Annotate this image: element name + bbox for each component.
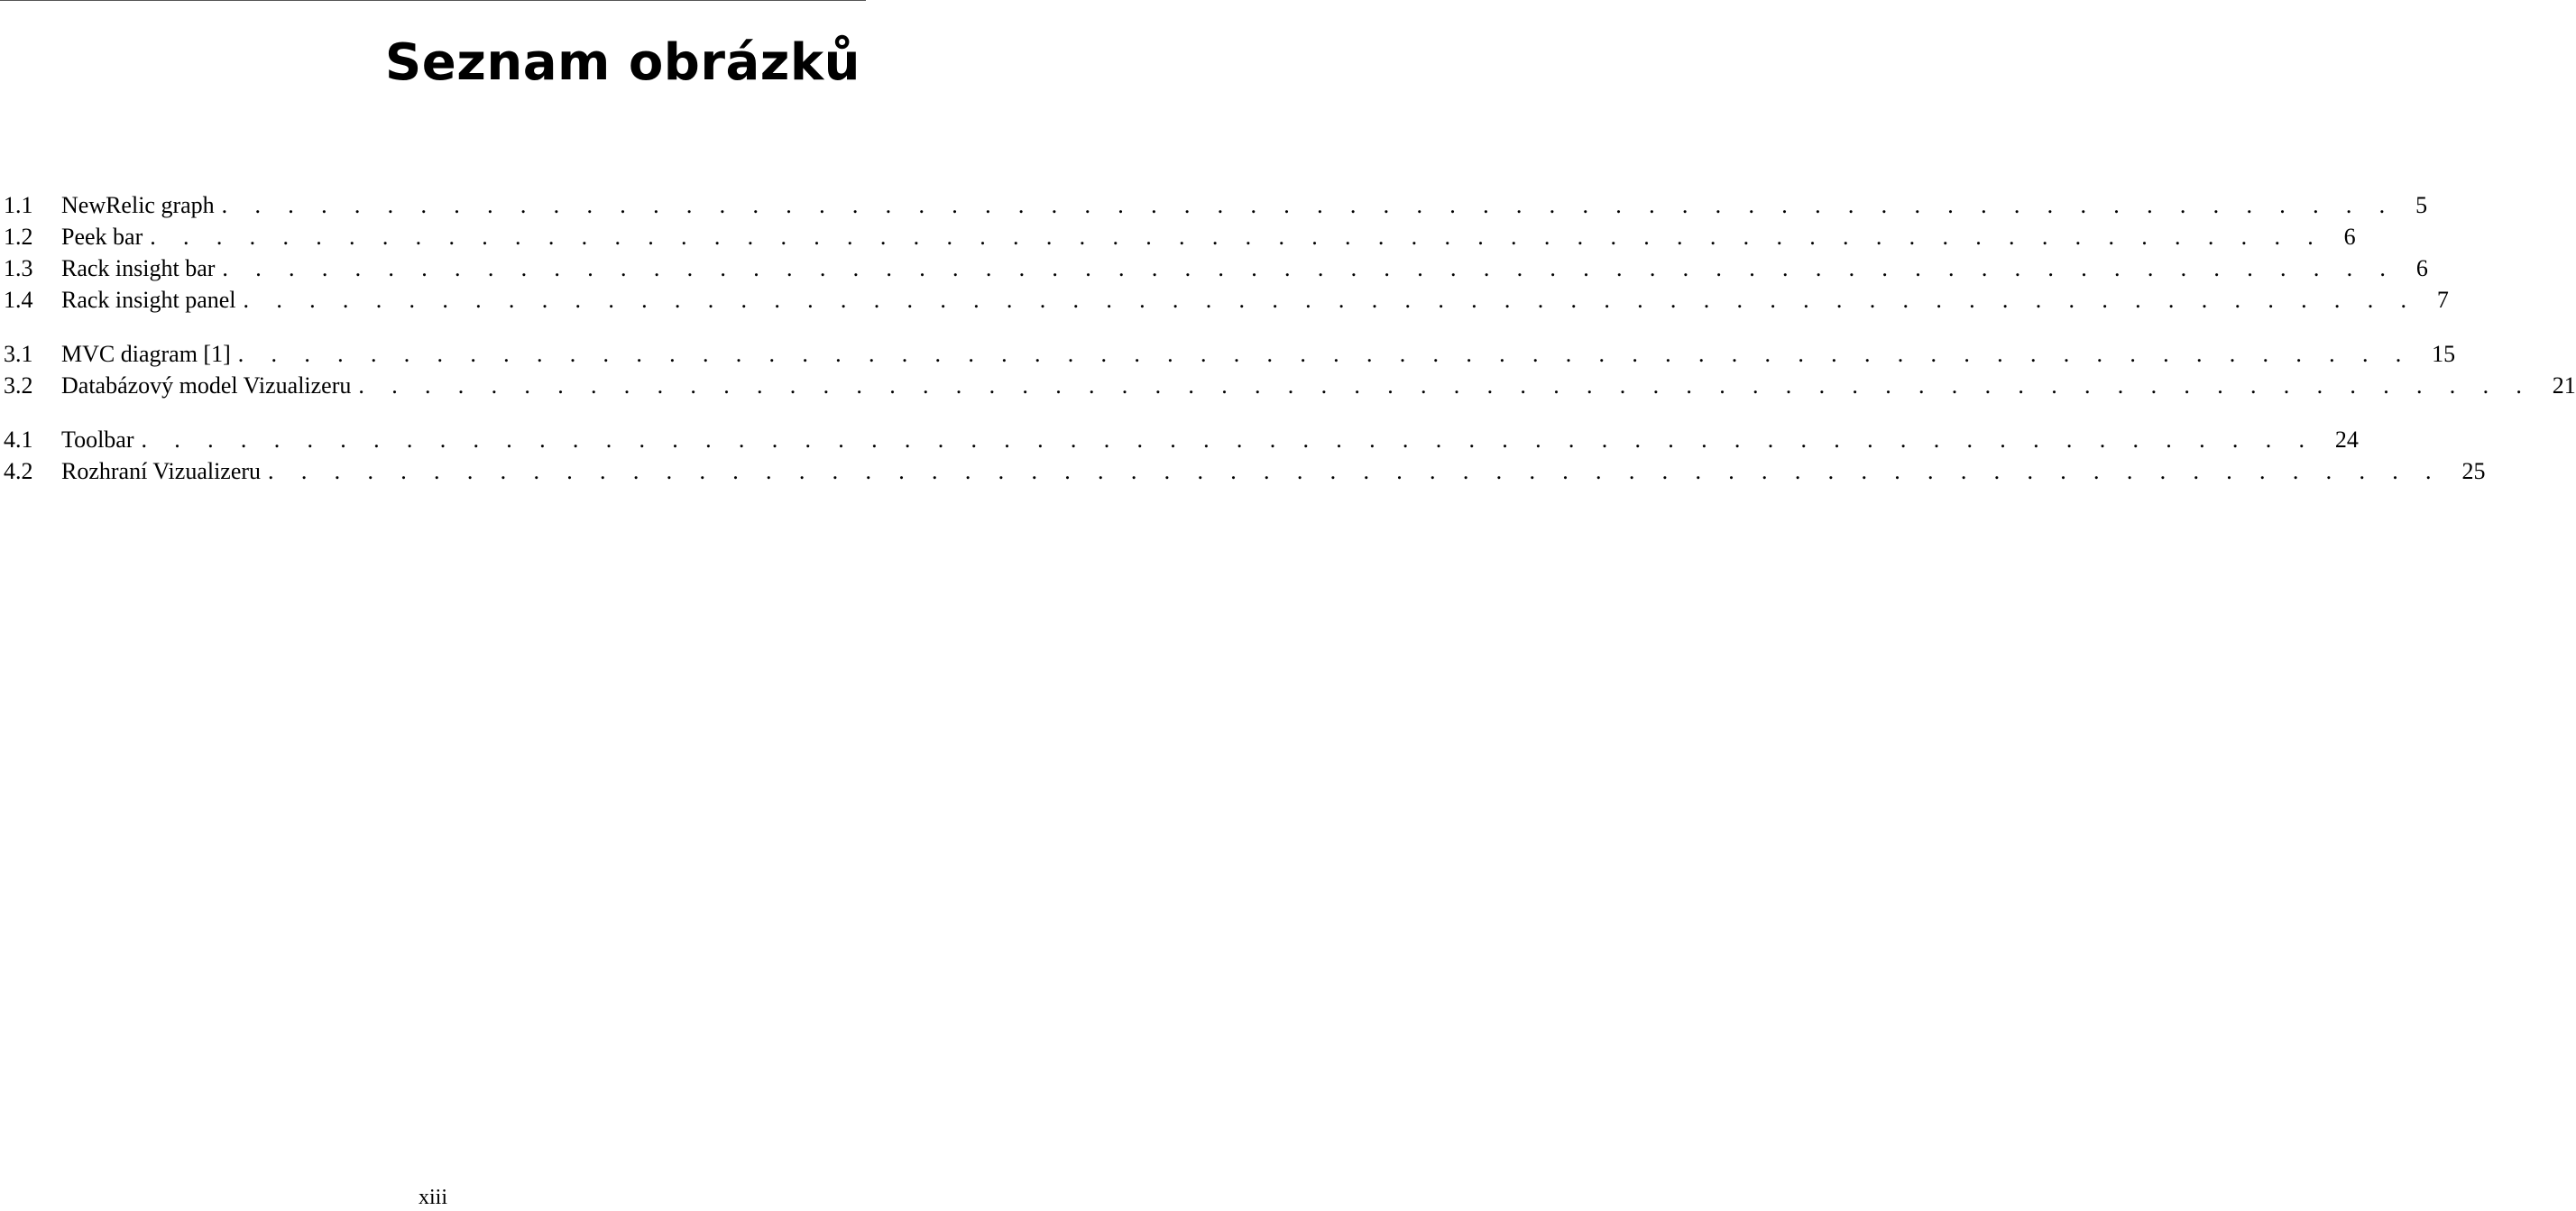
dot-leader: . . . . . . . . . . . . . . . . . . . . . . . . . . . . . . . . . . . . . . . . . . . . . . . . . . . . . . . . . . . . . . . . . . <box>141 427 2315 453</box>
dot-leader: . . . . . . . . . . . . . . . . . . . . . . . . . . . . . . . . . . . . . . . . . . . . . . . . . . . . . . . . . . . . . . . . . . <box>243 287 2417 313</box>
entry-page-number: 25 <box>2461 458 2486 484</box>
entry-title: Rack insight panel <box>61 287 236 313</box>
toc-entry[interactable] <box>4 338 2456 370</box>
entry-title: Rozhraní Vizualizeru <box>61 458 262 484</box>
entry-number: 1.3 <box>4 255 33 281</box>
entry-title: Rack insight bar <box>61 255 216 281</box>
entry-page-number: 7 <box>2436 287 2449 313</box>
entry-page-number: 15 <box>2432 341 2456 367</box>
entry-number: 3.2 <box>4 372 33 399</box>
dot-leader: . . . . . . . . . . . . . . . . . . . . . . . . . . . . . . . . . . . . . . . . . . . . . . . . . . . . . . . . . . . . . . . . . . <box>150 224 2324 250</box>
dot-leader: . . . . . . . . . . . . . . . . . . . . . . . . . . . . . . . . . . . . . . . . . . . . . . . . . . . . . . . . . . . . . . . . . . <box>268 458 2443 484</box>
entry-title: Databázový model Vizualizeru <box>61 372 352 399</box>
toc-group-chapter-3 <box>4 338 2576 401</box>
entry-number: 3.1 <box>4 341 33 367</box>
entry-page-number: 5 <box>2415 192 2428 218</box>
dot-leader: . . . . . . . . . . . . . . . . . . . . . . . . . . . . . . . . . . . . . . . . . . . . . . . . . . . . . . . . . . . . . . . . . . <box>237 341 2413 367</box>
toc-entry[interactable] <box>4 221 2356 252</box>
toc-entry[interactable] <box>4 424 2359 455</box>
toc-entry[interactable] <box>4 189 2428 221</box>
toc-entry[interactable] <box>4 455 2486 487</box>
entry-number: 4.2 <box>4 458 33 484</box>
entry-number: 1.1 <box>4 192 33 218</box>
entry-title: Peek bar <box>61 224 143 250</box>
entry-number: 1.4 <box>4 287 33 313</box>
page-title: Seznam obrázků <box>384 33 860 92</box>
toc-entry[interactable] <box>4 370 2576 401</box>
entry-page-number: 21 <box>2552 372 2576 399</box>
toc-group-chapter-1 <box>4 189 2449 316</box>
dot-leader: . . . . . . . . . . . . . . . . . . . . . . . . . . . . . . . . . . . . . . . . . . . . . . . . . . . . . . . . . . . . . . . . . . <box>358 372 2533 399</box>
entry-page-number: 6 <box>2343 224 2356 250</box>
entry-number: 1.2 <box>4 224 33 250</box>
page-number: xiii <box>418 1186 447 1209</box>
entry-title: Toolbar <box>61 427 134 453</box>
entry-title: MVC diagram [1] <box>61 341 231 367</box>
list-of-figures <box>4 189 2576 509</box>
toc-entry[interactable] <box>4 284 2449 316</box>
dot-leader: . . . . . . . . . . . . . . . . . . . . . . . . . . . . . . . . . . . . . . . . . . . . . . . . . . . . . . . . . . . . . . . . . . <box>222 255 2397 281</box>
entry-page-number: 24 <box>2334 427 2359 453</box>
entry-page-number: 6 <box>2415 255 2428 281</box>
dot-leader: . . . . . . . . . . . . . . . . . . . . . . . . . . . . . . . . . . . . . . . . . . . . . . . . . . . . . . . . . . . . . . . . . . <box>221 192 2397 218</box>
toc-entry[interactable] <box>4 252 2428 284</box>
entry-number: 4.1 <box>4 427 33 453</box>
toc-group-chapter-4 <box>4 424 2486 487</box>
entry-title: NewRelic graph <box>61 192 215 218</box>
top-rule <box>0 0 866 1</box>
